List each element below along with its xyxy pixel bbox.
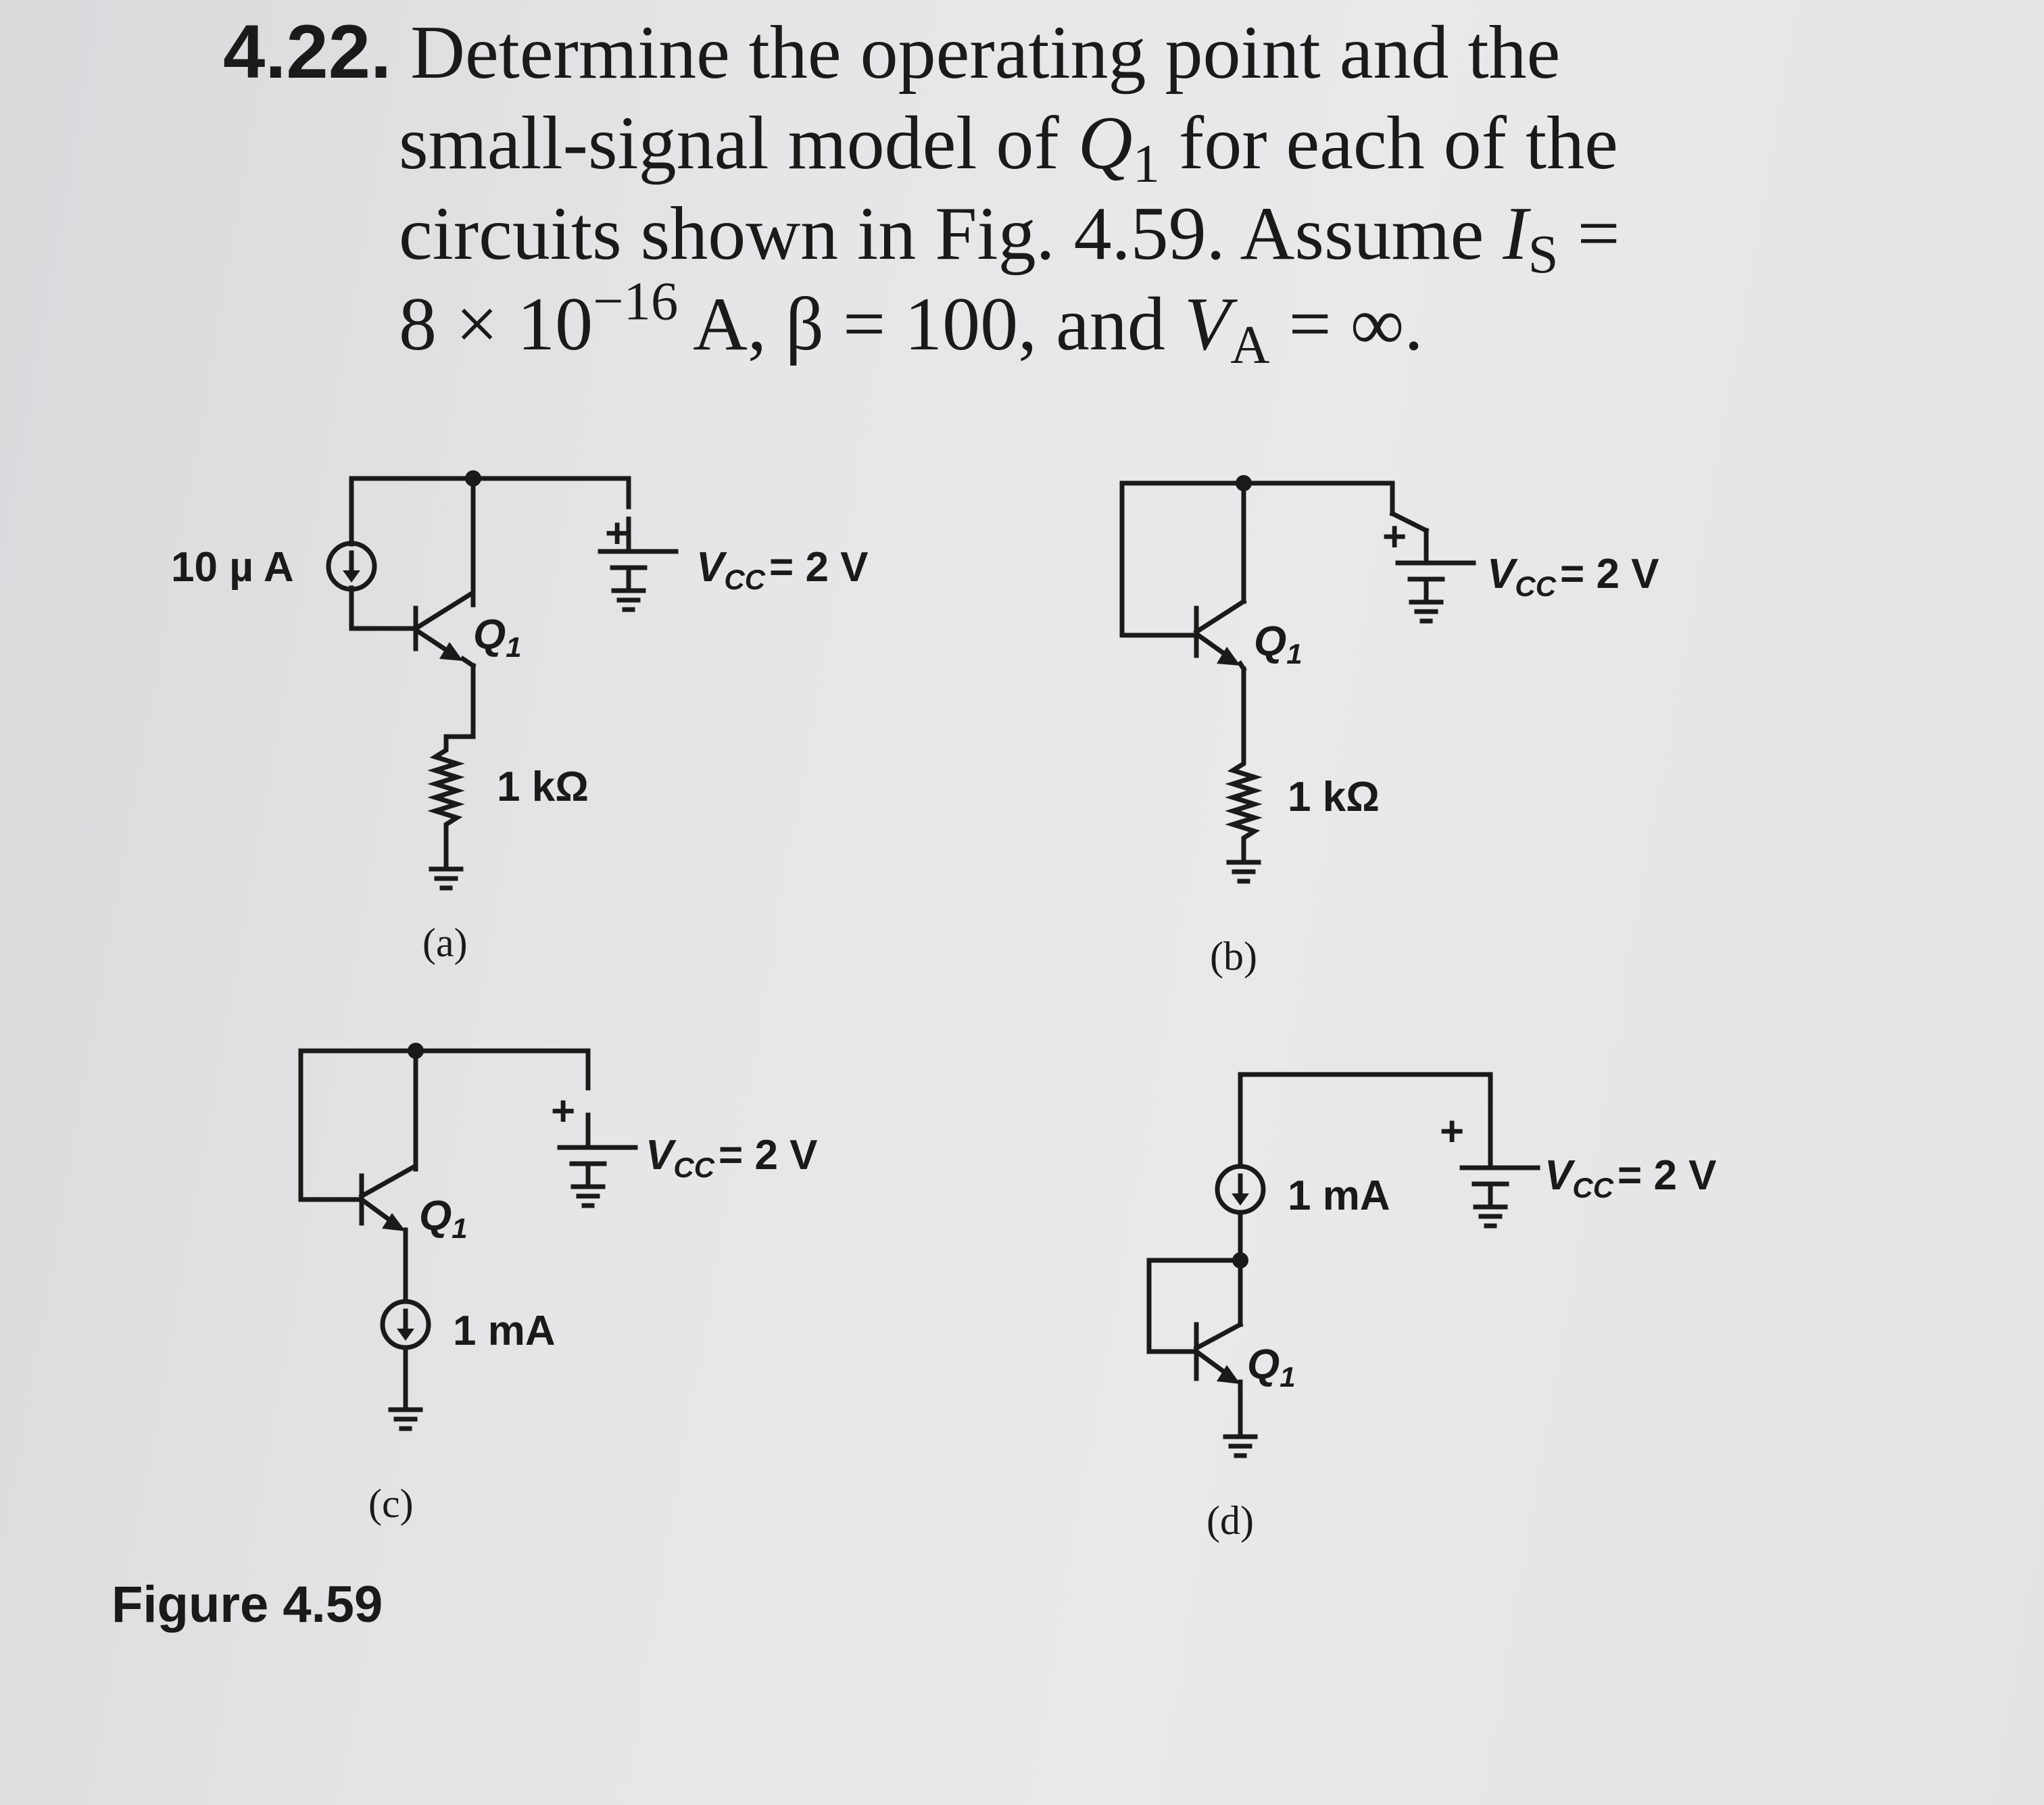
circuit-d-source-label: 1 mA [1288, 1172, 1390, 1219]
circuit-b-ground-icon [1229, 851, 1259, 881]
problem-line-2: small-signal model of $Q_1$ for each of the [399, 101, 1618, 195]
circuit-a-resistor-label: 1 kΩ [497, 764, 589, 810]
circuit-c-source-label: 1 mA [453, 1308, 556, 1354]
circuit-c-current-source-icon [383, 1302, 429, 1347]
circuit-b-resistor-label: 1 kΩ [1288, 774, 1380, 820]
circuit-c [301, 1043, 818, 1526]
circuit-a-wires [351, 470, 629, 737]
circuit-b-caption: (b) [1210, 934, 1257, 979]
circuit-d-transistor-label: Q1 [1247, 1341, 1296, 1393]
circuit-d-battery-icon [1462, 1135, 1538, 1226]
circuit-a-supply-label: VCC= 2 V [696, 544, 869, 595]
circuit-b [1122, 475, 1659, 979]
circuit-c-transistor-label: Q1 [419, 1193, 468, 1244]
circuit-c-caption: (c) [368, 1481, 414, 1526]
circuit-a-current-source-icon [328, 543, 374, 589]
circuit-b-resistor-icon [1233, 750, 1255, 851]
circuit-a-transistor-label: Q1 [473, 612, 522, 663]
circuit-a-ground-icon [431, 858, 461, 888]
circuit-d-ground-icon [1225, 1426, 1255, 1456]
circuit-a-caption: (a) [422, 920, 468, 965]
problem-line-1: 4.22. Determine the operating point and the [223, 9, 1561, 95]
circuit-d-caption: (d) [1207, 1498, 1254, 1543]
problem-line-4: $8 \times 10^{-16}$ A, β = 100, and $V_A$ = ∞. [399, 271, 1424, 376]
problem-line-3: circuits shown in Fig. 4.59. Assume $I_S$ = [399, 192, 1620, 285]
circuit-a-resistor-icon [435, 737, 457, 838]
figure-caption: Figure 4.59 [112, 1576, 383, 1633]
circuit-a [171, 470, 869, 965]
circuit-b-supply-label: VCC= 2 V [1487, 551, 1659, 602]
circuit-b-transistor-label: Q1 [1254, 618, 1303, 670]
problem-number: 4.22. [223, 9, 392, 94]
circuit-a-plus: + [605, 510, 630, 557]
circuit-d-plus: + [1440, 1108, 1465, 1155]
circuit-c-ground-icon [391, 1399, 420, 1429]
circuit-c-supply-label: VCC= 2 V [646, 1132, 818, 1183]
circuit-a-source-label: 10 µ A [171, 544, 294, 591]
circuit-d-supply-label: VCC= 2 V [1544, 1152, 1717, 1204]
circuit-d [1149, 1074, 1717, 1543]
circuit-b-plus: + [1382, 514, 1407, 560]
circuit-c-plus: + [551, 1088, 576, 1135]
circuit-d-current-source-icon [1217, 1166, 1263, 1212]
circuit-b-battery-icon [1398, 530, 1474, 621]
